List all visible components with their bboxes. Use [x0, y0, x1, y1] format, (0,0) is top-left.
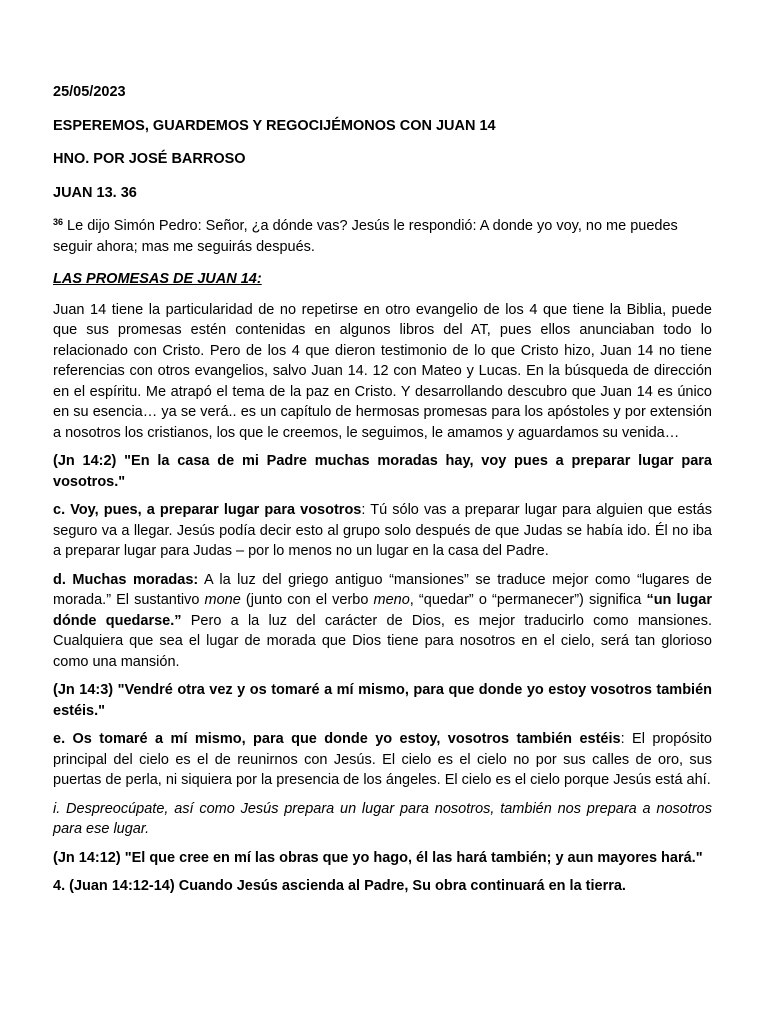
verse-text: Le dijo Simón Pedro: Señor, ¿a dónde vas? Jesús le respondió: A donde yo voy, no me puedes seguir ahora; mas me seguirás después. — [53, 218, 678, 255]
point-d-text-1: A la luz del griego antiguo “mansiones” se traduce mejor como “lugares de morada.” El sustantivo — [53, 571, 712, 608]
point-4-heading: 4. (Juan 14:12-14) Cuando Jesús ascienda al Padre, Su obra continuará en la tierra. — [53, 878, 626, 894]
point-e-body: : El propósito principal del cielo es el de reunirnos con Jesús. El cielo es el cielo no por sus calles de oro, sus puertas de perla, ni siquiera por la presencia de los ángeles. El cielo es el cielo porque Jesús está ahí. — [53, 731, 712, 788]
document-author: HNO. POR JOSÉ BARROSO — [53, 151, 246, 167]
point-d-text-2: (junto con el verbo — [240, 592, 374, 608]
point-d-word-meno: meno — [373, 592, 410, 608]
scripture-reference: JUAN 13. 36 — [53, 184, 137, 201]
quote-jn-14-2: (Jn 14:2) "En la casa de mi Padre muchas moradas hay, voy pues a preparar lugar para vosotros." — [53, 453, 712, 490]
point-d-text-4: Pero a la luz del carácter de Dios, es mejor traducirlo como mansiones. Cualquiera que sea el lugar de morada que Dios tiene para nosotros en el cielo, será tan glorioso como una mansión. — [53, 612, 712, 670]
document-date: 25/05/2023 — [53, 84, 126, 100]
point-e-paragraph — [53, 729, 712, 791]
quote-jn-14-12: (Jn 14:12) "El que cree en mí las obras que yo hago, él las hará también; y aun mayores hará." — [53, 849, 703, 866]
quote-jn-14-3: (Jn 14:3) "Vendré otra vez y os tomaré a mí mismo, para que donde yo estoy vosotros también estéis." — [53, 682, 712, 719]
point-c-paragraph — [53, 500, 712, 562]
point-d-paragraph — [53, 570, 712, 673]
point-d-emphasis: “un lugar dónde quedarse.” — [53, 592, 712, 629]
point-c-body: : Tú sólo vas a preparar lugar para alguien que estás seguro va a llegar. Jesús podía decir esto al grupo solo después de que Judas se había ido. Él no iba a preparar lugar para Judas – por lo menos no un lugar en la casa del Padre. — [53, 502, 712, 559]
verse-paragraph — [53, 216, 712, 257]
verse-number: 36 — [53, 217, 64, 227]
point-c-heading: c. Voy, pues, a preparar lugar para vosotros — [53, 502, 362, 518]
document-page — [53, 82, 712, 905]
point-d-text-3: , “quedar” o “permanecer”) significa — [409, 592, 647, 608]
intro-paragraph: Juan 14 tiene la particularidad de no repetirse en otro evangelio de los 4 que tiene la Biblia, puede que sus promesas estén contenidas en algunos libros del AT, pues ellos anunciaban todo lo relacionado con Cristo. Pero de los 4 que dieron testimonio de lo que Cristo hizo, Juan 14 no tiene referencias con otros evangelios, salvo Juan 14. 12 con Mateo y Lucas. En la búsqueda de dirección en el espíritu. Me atrapó el tema de la paz en Cristo. Y desarrollando descubro que Juan 14 es único en su esencia… ya se verá.. es un capítulo de hermosas promesas para los apóstoles y por extensión a nosotros los cristianos, los que le creemos, le seguimos, le amamos y aguardamos su venida… — [53, 301, 712, 441]
document-title: ESPEREMOS, GUARDEMOS Y REGOCIJÉMONOS CON JUAN 14 — [53, 117, 496, 134]
point-i-paragraph: i. Despreocúpate, así como Jesús prepara un lugar para nosotros, también nos prepara a nosotros para ese lugar. — [53, 800, 712, 837]
point-d-word-mone: mone — [204, 592, 241, 608]
point-d-heading: d. Muchas moradas: — [53, 571, 199, 588]
point-e-heading: e. Os tomaré a mí mismo, para que donde yo estoy, vosotros también estéis — [53, 731, 621, 747]
section-title: LAS PROMESAS DE JUAN 14: — [53, 271, 262, 287]
